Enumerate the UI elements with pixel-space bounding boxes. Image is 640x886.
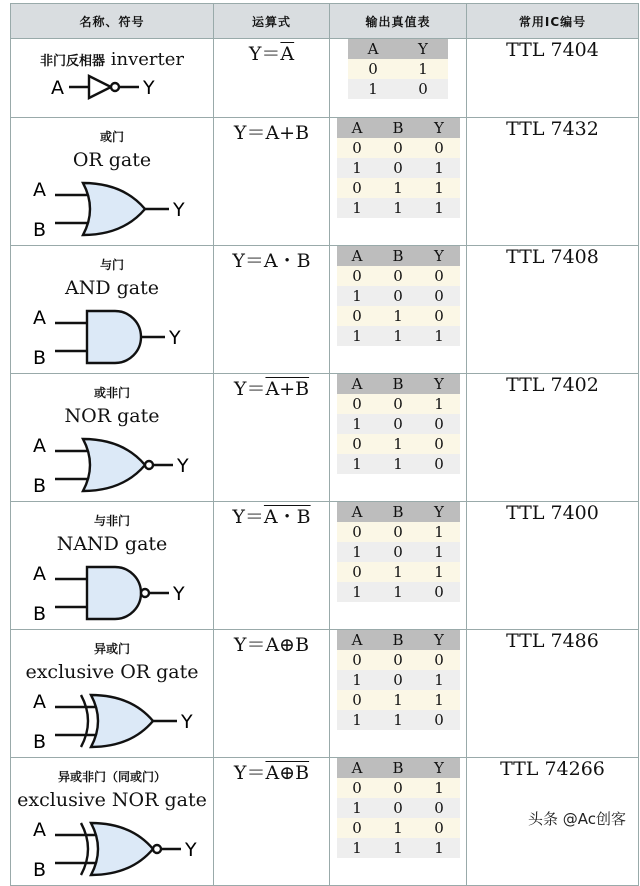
- truth-cell: 0: [337, 434, 378, 454]
- truth-row: [337, 454, 460, 474]
- truth-cell: 0: [419, 798, 460, 818]
- expression-cell: [214, 758, 330, 886]
- expression-cell: [214, 374, 330, 502]
- truth-cell: 1: [337, 582, 378, 602]
- truth-table: [348, 39, 448, 99]
- gate-name-en: NAND gate: [56, 533, 168, 555]
- truth-table-cell: [330, 374, 467, 502]
- name-cell: [11, 246, 214, 374]
- truth-row: [337, 778, 460, 798]
- nor-gate-symbol: [27, 429, 197, 501]
- truth-cell: 1: [337, 414, 378, 434]
- expression-cell: [214, 246, 330, 374]
- truth-row: [337, 542, 460, 562]
- truth-row: [337, 138, 460, 158]
- truth-cell: 1: [419, 562, 460, 582]
- truth-cell: 0: [398, 79, 448, 99]
- logic-gate-table: [10, 3, 639, 886]
- truth-cell: 1: [378, 818, 419, 838]
- truth-row: [337, 818, 460, 838]
- truth-row: [337, 394, 460, 414]
- truth-header: Y: [419, 374, 460, 394]
- truth-cell: 0: [419, 710, 460, 730]
- truth-cell: 0: [419, 286, 460, 306]
- and-gate-symbol: [27, 301, 197, 373]
- ic-number: TTL 7432: [467, 118, 639, 246]
- truth-row: [337, 710, 460, 730]
- truth-cell: 1: [419, 326, 460, 346]
- truth-table-cell: [330, 39, 467, 118]
- ic-number: TTL 7402: [467, 374, 639, 502]
- ic-number: TTL 74266: [467, 758, 639, 886]
- truth-cell: 0: [378, 522, 419, 542]
- truth-header: Y: [398, 39, 448, 59]
- truth-cell: 1: [337, 670, 378, 690]
- truth-row: [337, 158, 460, 178]
- truth-cell: 1: [378, 710, 419, 730]
- truth-cell: 1: [348, 79, 398, 99]
- truth-cell: 0: [337, 562, 378, 582]
- truth-cell: 1: [378, 454, 419, 474]
- gate-name-cn: 或门: [99, 130, 124, 144]
- truth-row: [337, 434, 460, 454]
- gate-name-cn: 异或门: [93, 642, 130, 656]
- xnor-gate-symbol: [27, 813, 197, 885]
- name-cell: [11, 758, 214, 886]
- truth-table: [337, 374, 460, 474]
- truth-cell: 0: [378, 670, 419, 690]
- truth-row: [337, 838, 460, 858]
- ic-number: TTL 7486: [467, 630, 639, 758]
- expression-plain: Y＝A・B: [232, 250, 311, 272]
- truth-row: [348, 59, 448, 79]
- expression-plain: Y＝: [232, 506, 264, 528]
- truth-cell: 0: [378, 394, 419, 414]
- truth-header: Y: [419, 630, 460, 650]
- truth-cell: 1: [378, 326, 419, 346]
- truth-cell: 1: [419, 158, 460, 178]
- gate-row: [11, 39, 639, 118]
- truth-table-cell: [330, 246, 467, 374]
- truth-cell: 1: [419, 778, 460, 798]
- truth-header: Y: [419, 246, 460, 266]
- truth-header: Y: [419, 758, 460, 778]
- truth-cell: 0: [419, 650, 460, 670]
- truth-cell: 0: [419, 414, 460, 434]
- truth-cell: 1: [419, 394, 460, 414]
- truth-header: A: [337, 118, 378, 138]
- truth-cell: 0: [348, 59, 398, 79]
- gate-name-en: AND gate: [65, 277, 159, 299]
- gate-name-cn: 与门: [99, 258, 124, 272]
- header-truth-table: 输出真值表: [330, 4, 467, 39]
- gate-input-a-label: A: [33, 307, 46, 329]
- xor-gate-symbol: [27, 685, 197, 757]
- header-expression: 运算式: [214, 4, 330, 39]
- gate-name-cn: 与非门: [93, 514, 130, 528]
- truth-cell: 1: [337, 198, 378, 218]
- expression-overline: A+B: [265, 378, 310, 400]
- name-cell: [11, 502, 214, 630]
- truth-cell: 1: [337, 838, 378, 858]
- truth-row: [337, 306, 460, 326]
- truth-cell: 1: [337, 326, 378, 346]
- truth-header: A: [337, 374, 378, 394]
- truth-table: [337, 246, 460, 346]
- truth-cell: 1: [337, 158, 378, 178]
- truth-cell: 0: [337, 778, 378, 798]
- gate-name-en: NOR gate: [64, 405, 160, 427]
- truth-header: B: [378, 502, 419, 522]
- expression-plain: Y＝A+B: [233, 122, 310, 144]
- truth-cell: 1: [378, 178, 419, 198]
- gate-name-cn: 异或非门（同或门）: [57, 770, 166, 784]
- truth-cell: 1: [398, 59, 448, 79]
- truth-table-cell: [330, 758, 467, 886]
- truth-row: [337, 198, 460, 218]
- truth-table-cell: [330, 630, 467, 758]
- gate-row: [11, 630, 639, 758]
- gate-name-en: OR gate: [72, 149, 152, 171]
- truth-row: [337, 670, 460, 690]
- truth-row: [337, 326, 460, 346]
- truth-header: Y: [419, 502, 460, 522]
- truth-cell: 0: [378, 266, 419, 286]
- truth-cell: 0: [419, 818, 460, 838]
- truth-cell: 1: [419, 838, 460, 858]
- truth-table-cell: [330, 502, 467, 630]
- truth-cell: 1: [378, 582, 419, 602]
- name-cell: [11, 118, 214, 246]
- gate-name-en: inverter: [110, 49, 184, 70]
- header-name: 名称、符号: [11, 4, 214, 39]
- truth-row: [337, 286, 460, 306]
- truth-header: A: [348, 39, 398, 59]
- truth-cell: 1: [378, 838, 419, 858]
- truth-cell: 0: [419, 434, 460, 454]
- gate-row: [11, 502, 639, 630]
- truth-header: B: [378, 118, 419, 138]
- truth-cell: 0: [419, 454, 460, 474]
- truth-cell: 1: [419, 542, 460, 562]
- truth-cell: 0: [337, 266, 378, 286]
- truth-header: B: [378, 374, 419, 394]
- truth-row: [337, 522, 460, 542]
- truth-row: [337, 690, 460, 710]
- gate-output-label: Y: [173, 199, 185, 221]
- truth-cell: 0: [378, 542, 419, 562]
- truth-header: A: [337, 246, 378, 266]
- gate-row: [11, 118, 639, 246]
- gate-input-a-label: A: [33, 563, 46, 585]
- truth-cell: 1: [419, 670, 460, 690]
- truth-cell: 1: [378, 306, 419, 326]
- truth-table: [337, 502, 460, 602]
- truth-cell: 0: [378, 158, 419, 178]
- truth-header: Y: [419, 118, 460, 138]
- truth-row: [337, 798, 460, 818]
- gate-output-label: Y: [143, 77, 155, 99]
- expression-plain: Y＝: [233, 378, 266, 400]
- gate-output-label: Y: [177, 455, 189, 477]
- gate-name-en: exclusive NOR gate: [17, 789, 207, 811]
- ic-number: TTL 7404: [467, 39, 639, 118]
- gate-input-b-label: B: [33, 219, 47, 241]
- gate-row: [11, 374, 639, 502]
- expression-overline: A⊕B: [265, 762, 310, 784]
- truth-header: B: [378, 758, 419, 778]
- truth-cell: 1: [378, 198, 419, 218]
- truth-table-cell: [330, 118, 467, 246]
- expression-cell: [214, 502, 330, 630]
- gate-output-label: Y: [169, 327, 181, 349]
- truth-cell: 1: [419, 690, 460, 710]
- gate-name-cn: 或非门: [93, 386, 130, 400]
- truth-cell: 0: [337, 178, 378, 198]
- not-gate-symbol: [47, 72, 177, 102]
- truth-cell: 0: [378, 414, 419, 434]
- truth-cell: 1: [337, 798, 378, 818]
- truth-cell: 1: [337, 710, 378, 730]
- truth-cell: 0: [337, 690, 378, 710]
- expression-plain: Y＝A⊕B: [233, 634, 310, 656]
- truth-cell: 1: [337, 454, 378, 474]
- ic-number: TTL 7400: [467, 502, 639, 630]
- truth-row: [337, 414, 460, 434]
- truth-cell: 0: [378, 778, 419, 798]
- truth-cell: 1: [337, 542, 378, 562]
- truth-row: [348, 79, 448, 99]
- gate-output-label: Y: [185, 839, 197, 861]
- truth-cell: 1: [378, 434, 419, 454]
- expression-cell: [214, 630, 330, 758]
- truth-cell: 0: [419, 266, 460, 286]
- expression-cell: [214, 39, 330, 118]
- gate-input-b-label: B: [33, 731, 47, 753]
- gate-input-a-label: A: [33, 691, 46, 713]
- gate-input-b-label: B: [33, 859, 47, 881]
- gate-input-b-label: B: [33, 603, 47, 625]
- truth-cell: 0: [419, 138, 460, 158]
- truth-cell: 0: [378, 286, 419, 306]
- expression-plain: Y＝: [248, 43, 281, 65]
- gate-input-b-label: B: [33, 347, 47, 369]
- truth-row: [337, 266, 460, 286]
- expression-overline: A・B: [263, 506, 311, 528]
- truth-header: A: [337, 758, 378, 778]
- truth-cell: 1: [337, 286, 378, 306]
- nand-gate-symbol: [27, 557, 197, 629]
- truth-table: [337, 118, 460, 218]
- gate-input-a-label: A: [33, 179, 46, 201]
- gate-row: [11, 246, 639, 374]
- truth-row: [337, 178, 460, 198]
- gate-input-a-label: A: [33, 819, 46, 841]
- expression-cell: [214, 118, 330, 246]
- truth-cell: 0: [378, 798, 419, 818]
- or-gate-symbol: [27, 173, 197, 245]
- truth-table: [337, 630, 460, 730]
- expression-plain: Y＝: [233, 762, 266, 784]
- truth-cell: 0: [419, 306, 460, 326]
- name-cell: [11, 39, 214, 118]
- truth-cell: 0: [419, 582, 460, 602]
- gate-output-label: Y: [181, 711, 193, 733]
- truth-cell: 0: [337, 818, 378, 838]
- truth-row: [337, 562, 460, 582]
- name-cell: [11, 374, 214, 502]
- gate-input-b-label: B: [33, 475, 47, 497]
- truth-cell: 1: [419, 522, 460, 542]
- truth-cell: 1: [419, 178, 460, 198]
- truth-cell: 0: [378, 138, 419, 158]
- header-row: [11, 4, 639, 39]
- watermark: 头条 @Ac创客: [527, 810, 626, 828]
- gate-name-en: exclusive OR gate: [25, 661, 199, 683]
- truth-header: B: [378, 630, 419, 650]
- ic-number: TTL 7408: [467, 246, 639, 374]
- truth-cell: 0: [337, 522, 378, 542]
- truth-header: B: [378, 246, 419, 266]
- truth-row: [337, 650, 460, 670]
- truth-header: A: [337, 630, 378, 650]
- expression-overline: $\overline{A}$: [280, 43, 295, 65]
- truth-cell: 0: [337, 138, 378, 158]
- truth-row: [337, 582, 460, 602]
- header-ic-number: 常用IC编号: [467, 4, 639, 39]
- truth-cell: 1: [378, 562, 419, 582]
- gate-name-cn: 非门反相器: [39, 54, 105, 69]
- gate-title: [11, 49, 213, 70]
- truth-cell: 1: [378, 690, 419, 710]
- truth-cell: 0: [378, 650, 419, 670]
- truth-cell: 0: [337, 394, 378, 414]
- truth-cell: 1: [419, 198, 460, 218]
- truth-cell: 0: [337, 650, 378, 670]
- truth-header: A: [337, 502, 378, 522]
- name-cell: [11, 630, 214, 758]
- truth-cell: 0: [337, 306, 378, 326]
- gate-input-a-label: A: [51, 77, 64, 99]
- truth-table: [337, 758, 460, 858]
- gate-input-a-label: A: [33, 435, 46, 457]
- gate-output-label: Y: [173, 583, 185, 605]
